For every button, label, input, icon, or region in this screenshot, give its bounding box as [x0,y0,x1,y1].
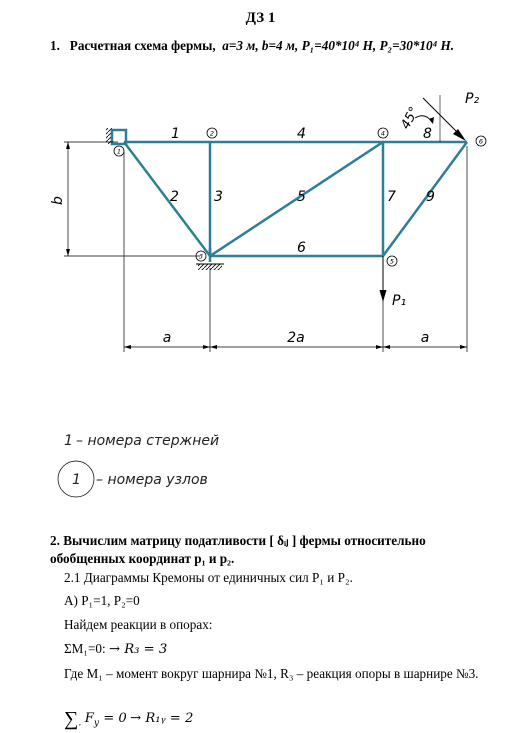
task-1-number: 1. [50,38,60,53]
legend [58,433,219,497]
node-label-4: 4 [380,129,386,138]
moment-eq-result: → R₃ = 3 [109,642,168,657]
load-p2-label: P₂ [465,91,480,107]
node-label-5: 5 [389,257,395,266]
dimension-2a-label: 2a [287,330,305,346]
task-1-heading [50,38,454,54]
rod-label-9: 9 [426,189,435,205]
dimension-a-left-label: a [162,330,172,346]
dimension-b [64,142,200,256]
rod-label-8: 8 [423,126,432,142]
load-p1-label: P₁ [392,293,407,309]
section-2-heading: 2. Вычислим матрицу податливости [ δᵢⱼ ] фермы относительно обобщенных координат p₁ и p₂. [50,533,426,566]
where-text: Где M₁ – момент вокруг шарнира №1, R₃ – реакция опоры в шарнире №3. [64,666,479,681]
moment-equation [64,641,167,657]
truss-scheme [0,60,521,500]
node-label-3: 3 [198,252,204,261]
dimension-b-label: b [50,196,66,205]
rod-label-1: 1 [171,126,180,142]
param-p1: P₁=40*10⁴ Н, [301,38,377,53]
sum-fy-label: $F_y = 0$ [84,711,127,729]
rod-label-3: 3 [214,189,223,205]
sum-fy-equation: $\sum_.$ $F_y = 0$ → R₁ᵧ = 2 [64,708,194,730]
sum-fy-result: → R₁ᵧ = 2 [130,711,194,726]
param-b: b=4 м, [261,38,299,53]
task-1-text: Расчетная схема фермы, [69,38,216,53]
section-2-1-text: 2.1 Диаграммы Кремоны от единичных сил P₁ и P₂. [64,570,353,585]
node-label-6: 6 [478,137,484,146]
legend-rod-text: – номера стержней [76,433,220,449]
page-title: ДЗ 1 [245,10,276,26]
rod-label-4: 4 [297,126,306,142]
angle-label: 45° [398,104,423,132]
sum-symbol: ∑ [64,708,79,730]
node-label-1: 1 [116,147,122,156]
legend-node-number: 1 [72,472,81,488]
node-label-2: 2 [209,129,215,138]
rod-2 [124,142,210,256]
case-a-text: А) P₁=1, P₂=0 [64,593,140,608]
rod-label-5: 5 [297,189,306,205]
param-p2: P₂=30*10⁴ Н. [379,38,455,53]
dimension-horizontal [124,146,467,352]
rod-label-7: 7 [387,189,396,205]
legend-rod-number: 1 [64,433,73,449]
param-a: a=3 м, [222,38,259,53]
moment-eq-label: ΣM₁=0: [64,641,106,656]
legend-node-text: – номера узлов [96,472,208,488]
reactions-text: Найдем реакции в опорах: [64,617,213,632]
rod-label-2: 2 [170,189,179,205]
dimension-a-right-label: a [420,330,430,346]
rod-label-6: 6 [297,240,306,256]
hinge-support-node-1 [106,128,126,144]
